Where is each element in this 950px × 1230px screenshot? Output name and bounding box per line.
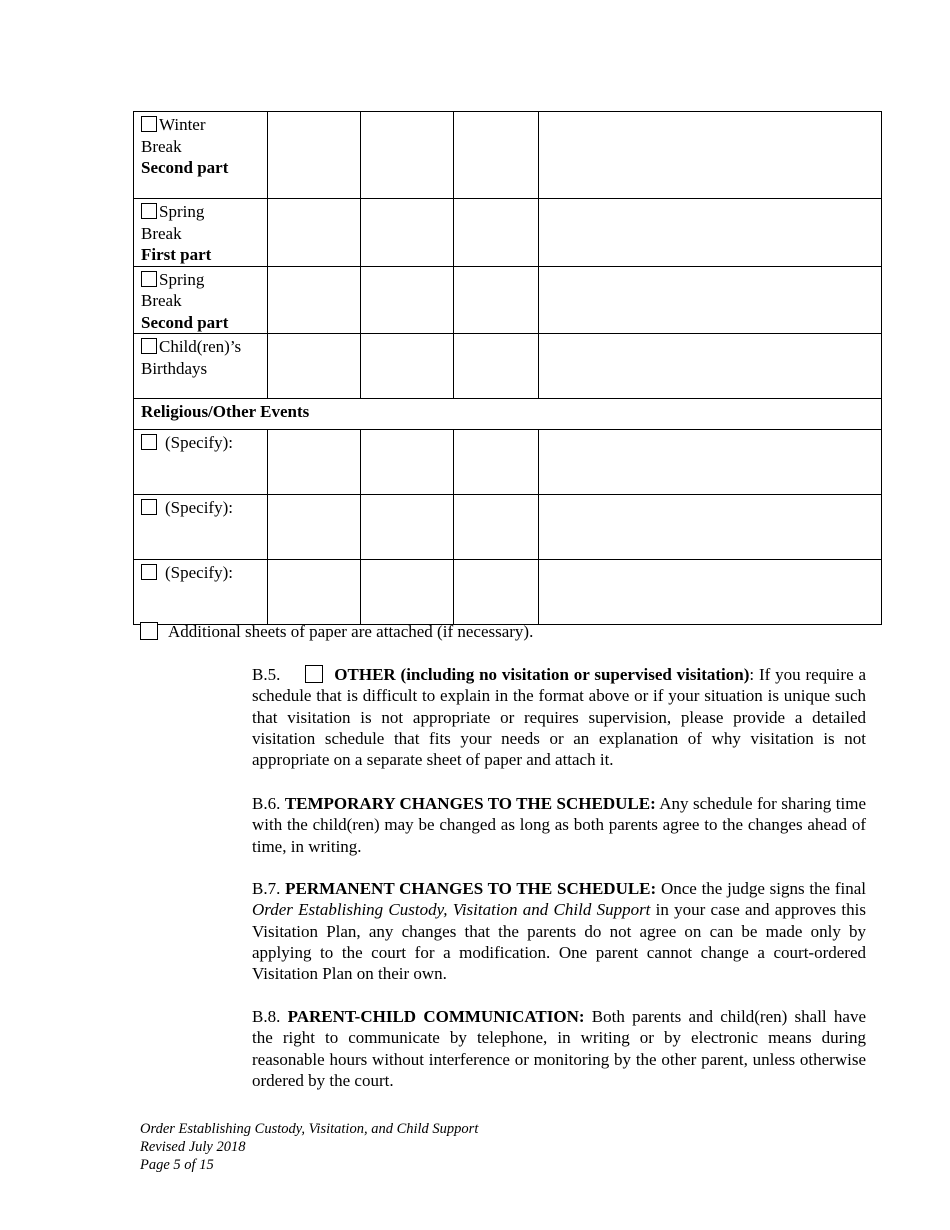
table-row (134, 199, 882, 267)
table-cell[interactable] (539, 430, 882, 495)
checkbox[interactable] (141, 338, 157, 354)
additional-sheets-checkbox[interactable] (140, 622, 158, 640)
section-b6: B.6. TEMPORARY CHANGES TO THE SCHEDULE: Any schedule for sharing time with the child(ren) may be changed as long as both parents agree to the changes ahead of time, in writing. (252, 794, 866, 856)
checkbox[interactable] (141, 203, 157, 219)
section-b8: B.8. PARENT-CHILD COMMUNICATION: Both parents and child(ren) shall have the right to communicate by telephone, in writing or by electronic means during reasonable hours without interference or monitoring by the other parent, unless otherwise ordered by the court. (252, 1007, 867, 1090)
table-row (134, 495, 882, 560)
table-cell[interactable] (268, 199, 361, 267)
b5-checkbox[interactable] (305, 665, 323, 683)
table-cell[interactable] (539, 112, 882, 199)
table-cell[interactable] (361, 266, 454, 334)
checkbox[interactable] (141, 271, 157, 287)
table-cell[interactable] (361, 495, 454, 560)
section-b5: B.5. OTHER (including no visitation or supervised visitation): If you require a schedule that is difficult to explain in the format above or if your situation is unique such that visitation is not appropriate or requires supervision, please provide a detailed visitation schedule that fits your needs or an explanation of why visitation is not appropriate on a separate sheet of paper and attach it. (252, 665, 867, 770)
row-label: Spring Break First part (134, 199, 268, 267)
row-label: (Specify): (134, 430, 268, 495)
table-row (134, 112, 882, 199)
table-cell[interactable] (454, 560, 539, 625)
visitation-schedule-table (133, 111, 882, 625)
table-cell[interactable] (361, 112, 454, 199)
table-cell[interactable] (539, 266, 882, 334)
table-row (134, 430, 882, 495)
table-cell[interactable] (268, 334, 361, 399)
table-cell[interactable] (268, 430, 361, 495)
row-label: (Specify): (134, 560, 268, 625)
table-cell[interactable] (454, 266, 539, 334)
checkbox[interactable] (141, 564, 157, 580)
table-cell[interactable] (454, 334, 539, 399)
table-cell[interactable] (361, 430, 454, 495)
table-cell[interactable] (268, 112, 361, 199)
section-b7: B.7. PERMANENT CHANGES TO THE SCHEDULE: Once the judge signs the final Order Establishing Custody, Visitation and Child Support in your case and approves this Visitation Plan, any changes that the parents do not agree on can be made only by applying to the court for a modification. One parent cannot change a court-ordered Visitation Plan on their own. (252, 879, 867, 984)
table-cell[interactable] (361, 560, 454, 625)
table-cell[interactable] (539, 334, 882, 399)
table-row (134, 560, 882, 625)
page-number: Page 5 of 15 (140, 1157, 214, 1173)
table-cell[interactable] (361, 334, 454, 399)
table-cell[interactable] (539, 495, 882, 560)
table-cell[interactable] (539, 560, 882, 625)
table-row (134, 334, 882, 399)
table-cell[interactable] (539, 199, 882, 267)
religious-events-header: Religious/Other Events (134, 399, 882, 430)
checkbox[interactable] (141, 499, 157, 515)
table-cell[interactable] (268, 560, 361, 625)
table-cell[interactable] (268, 495, 361, 560)
row-label: Child(ren)’s Birthdays (134, 334, 268, 399)
table-cell[interactable] (454, 199, 539, 267)
table-cell[interactable] (454, 430, 539, 495)
table-row (134, 399, 882, 430)
checkbox[interactable] (141, 434, 157, 450)
additional-sheets-line: Additional sheets of paper are attached (if necessary). (140, 621, 533, 642)
row-label: (Specify): (134, 495, 268, 560)
table-cell[interactable] (268, 266, 361, 334)
table-cell[interactable] (454, 495, 539, 560)
table-row (134, 266, 882, 334)
table-cell[interactable] (361, 199, 454, 267)
row-label: Spring Break Second part (134, 266, 268, 334)
checkbox[interactable] (141, 116, 157, 132)
page-footer: Order Establishing Custody, Visitation, and Child Support Revised July 2018 Page 5 of 15 (140, 1121, 479, 1173)
table-cell[interactable] (454, 112, 539, 199)
row-label: Winter Break Second part (134, 112, 268, 199)
